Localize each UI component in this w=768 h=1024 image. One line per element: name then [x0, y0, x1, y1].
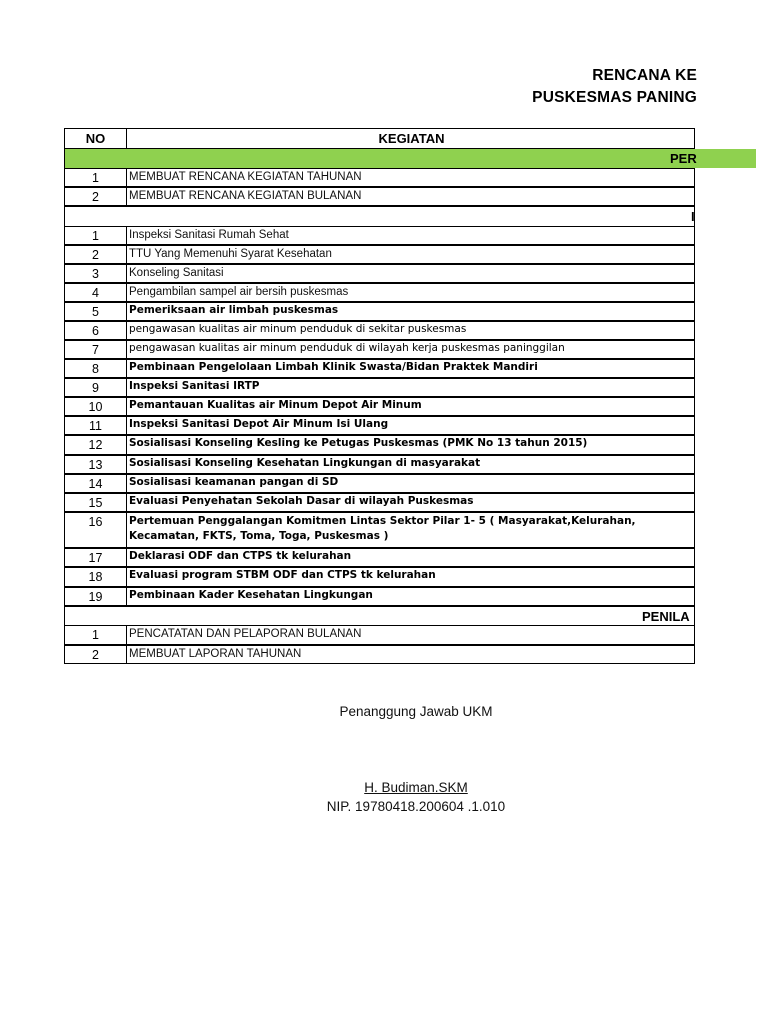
row-number: 8: [64, 359, 126, 378]
row-number: 6: [64, 321, 126, 340]
table-row: [64, 245, 695, 264]
row-activity: Pengambilan sampel air bersih puskesmas: [126, 283, 695, 302]
row-activity: MEMBUAT RENCANA KEGIATAN BULANAN: [126, 187, 695, 206]
row-activity: Evaluasi program STBM ODF dan CTPS tk kelurahan: [126, 567, 695, 587]
row-number: 15: [64, 493, 126, 512]
row-number: 12: [64, 435, 126, 455]
document-title-line1: RENCANA KE: [592, 67, 697, 84]
table-row: [64, 474, 695, 493]
table-row: [64, 168, 695, 187]
row-number: 1: [64, 625, 126, 645]
table-row: [64, 416, 695, 435]
table-row: [64, 340, 695, 359]
section-penilaian-label: PENILA: [642, 609, 690, 624]
row-activity: Inspeksi Sanitasi IRTP: [126, 378, 695, 397]
row-number: 2: [64, 187, 126, 206]
table-row: [64, 645, 695, 664]
table-row: [64, 493, 695, 512]
table-row: [64, 264, 695, 283]
row-activity: Pembinaan Pengelolaan Limbah Klinik Swasta/Bidan Praktek Mandiri: [126, 359, 695, 378]
header-activity: KEGIATAN: [126, 128, 695, 149]
row-activity: pengawasan kualitas air minum penduduk di wilayah kerja puskesmas paninggilan: [126, 340, 695, 359]
row-number: 11: [64, 416, 126, 435]
row-activity: Evaluasi Penyehatan Sekolah Dasar di wilayah Puskesmas: [126, 493, 695, 512]
table-row: [64, 321, 695, 340]
table-row: [64, 226, 695, 245]
row-activity: Sosialisasi keamanan pangan di SD: [126, 474, 695, 493]
row-activity: Deklarasi ODF dan CTPS tk kelurahan: [126, 548, 695, 567]
signature-name: H. Budiman.SKM: [364, 780, 468, 795]
table-row: [64, 587, 695, 606]
row-number: 7: [64, 340, 126, 359]
row-activity: Konseling Sanitasi: [126, 264, 695, 283]
row-number: 5: [64, 302, 126, 321]
row-activity: PENCATATAN DAN PELAPORAN BULANAN: [126, 625, 695, 645]
row-activity: pengawasan kualitas air minum penduduk di sekitar puskesmas: [126, 321, 695, 340]
row-number: 17: [64, 548, 126, 567]
table-row: [64, 512, 695, 548]
table-row: [64, 567, 695, 587]
row-activity: MEMBUAT RENCANA KEGIATAN TAHUNAN: [126, 168, 695, 187]
row-activity: MEMBUAT LAPORAN TAHUNAN: [126, 645, 695, 664]
row-number: 3: [64, 264, 126, 283]
header-no: NO: [64, 128, 126, 149]
document-title-line2: PUSKESMAS PANING: [532, 89, 697, 106]
row-number: 4: [64, 283, 126, 302]
signature-nip: NIP. 19780418.200604 .1.010: [326, 799, 506, 814]
row-number: 13: [64, 455, 126, 474]
row-number: 18: [64, 567, 126, 587]
row-number: 10: [64, 397, 126, 416]
section-pelaksanaan-label: I: [691, 209, 695, 224]
row-activity: Pemeriksaan air limbah puskesmas: [126, 302, 695, 321]
table-row: [64, 187, 695, 206]
row-number: 1: [64, 226, 126, 245]
table-row: [64, 455, 695, 474]
row-number: 9: [64, 378, 126, 397]
row-number: 14: [64, 474, 126, 493]
row-number: 19: [64, 587, 126, 606]
table-row: [64, 548, 695, 567]
table-row: [64, 625, 695, 645]
row-activity: Sosialisasi Konseling Kesehatan Lingkungan di masyarakat: [126, 455, 695, 474]
row-activity: Inspeksi Sanitasi Rumah Sehat: [126, 226, 695, 245]
table-row: [64, 302, 695, 321]
section-pelaksanaan: [64, 206, 695, 226]
row-activity: Inspeksi Sanitasi Depot Air Minum Isi Ulang: [126, 416, 695, 435]
row-activity: Pemantauan Kualitas air Minum Depot Air Minum: [126, 397, 695, 416]
row-activity: Pembinaan Kader Kesehatan Lingkungan: [126, 587, 695, 606]
row-activity: TTU Yang Memenuhi Syarat Kesehatan: [126, 245, 695, 264]
table-row: [64, 378, 695, 397]
table-row: [64, 435, 695, 455]
table-row: [64, 359, 695, 378]
row-number: 1: [64, 168, 126, 187]
row-activity: Sosialisasi Konseling Kesling ke Petugas Puskesmas (PMK No 13 tahun 2015): [126, 435, 695, 455]
section-penilaian: [64, 606, 695, 625]
signature-role: Penanggung Jawab UKM: [339, 704, 493, 719]
row-activity: Pertemuan Penggalangan Komitmen Lintas Sektor Pilar 1- 5 ( Masyarakat,Kelurahan, Kecamatan, FKTS, Toma, Toga, Puskesmas ): [126, 512, 695, 548]
row-number: 2: [64, 245, 126, 264]
table-row: [64, 283, 695, 302]
row-number: 2: [64, 645, 126, 664]
section-perencanaan-label: PER: [670, 151, 697, 166]
row-number: 16: [64, 512, 126, 548]
table-row: [64, 397, 695, 416]
